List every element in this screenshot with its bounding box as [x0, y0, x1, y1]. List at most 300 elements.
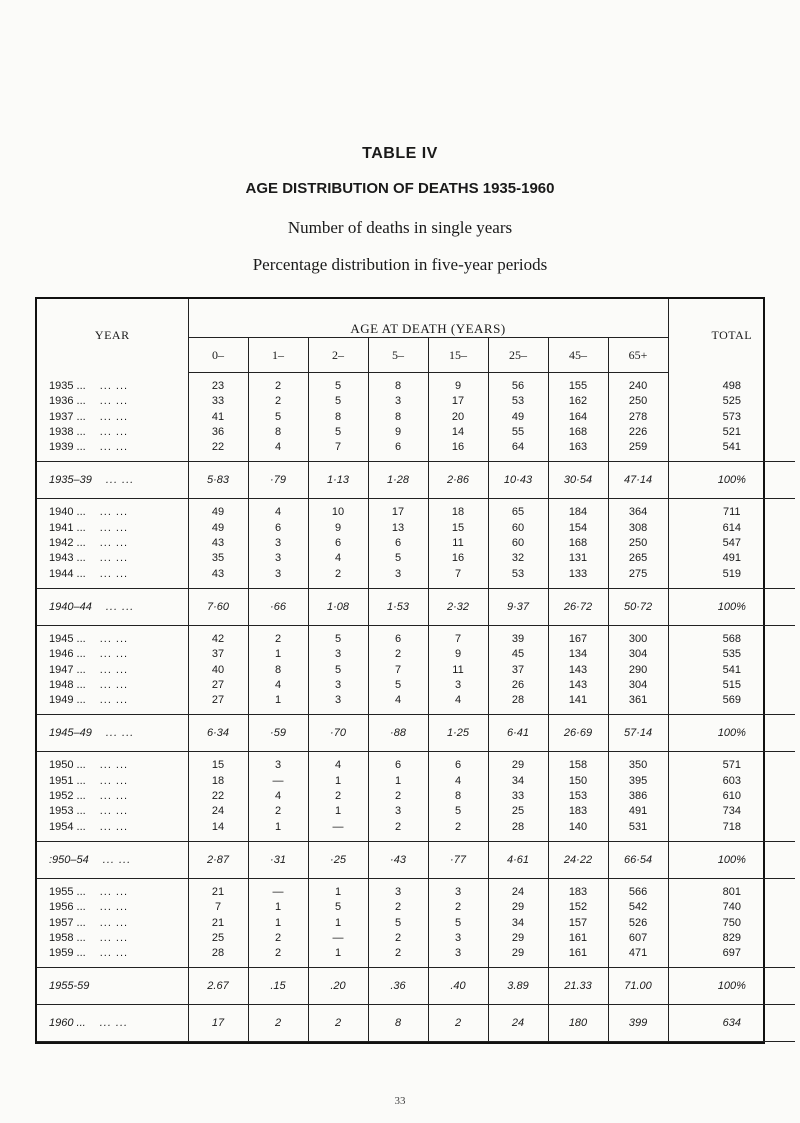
value-cell: 21 — [188, 885, 248, 900]
year-cell — [37, 693, 188, 708]
value-cell: 226 — [608, 425, 668, 440]
value-cell: 41 — [188, 410, 248, 425]
year-cell — [37, 804, 188, 819]
value-cell: 3 — [248, 758, 308, 773]
value-cell: 180 — [548, 1005, 608, 1042]
value-cell: 2 — [248, 931, 308, 946]
value-cell: 4 — [248, 678, 308, 693]
year-row — [37, 379, 795, 394]
value-cell: ·88 — [368, 715, 428, 752]
year-cell — [37, 968, 188, 1005]
value-cell: 5 — [308, 663, 368, 678]
value-cell: 2·86 — [428, 462, 488, 499]
value-cell: 8 — [368, 1005, 428, 1042]
value-cell: 161 — [548, 931, 608, 946]
leader-dots: ... ... — [99, 552, 129, 565]
value-cell: 45 — [488, 647, 548, 662]
age-header-cell: 25– — [488, 338, 548, 373]
page-number: 33 — [394, 1095, 406, 1107]
value-cell: 4 — [248, 440, 308, 455]
value-cell: ·66 — [248, 588, 308, 625]
year-row — [37, 789, 795, 804]
year-row — [37, 804, 795, 819]
value-cell: 5 — [308, 632, 368, 647]
value-cell: 304 — [608, 678, 668, 693]
total-cell: 718 — [668, 820, 795, 835]
year-cell — [37, 394, 188, 409]
year-cell — [37, 425, 188, 440]
year-cell — [37, 758, 188, 773]
value-cell: 29 — [488, 946, 548, 961]
table-title: AGE DISTRIBUTION OF DEATHS 1935-1960 — [245, 180, 555, 197]
leader-dots: ... ... — [99, 521, 129, 534]
value-cell: 32 — [488, 551, 548, 566]
value-cell: 9·37 — [488, 588, 548, 625]
year-row — [37, 663, 795, 678]
value-cell: 4 — [248, 789, 308, 804]
value-cell: 141 — [548, 693, 608, 708]
age-header-cell: 65+ — [608, 338, 668, 373]
year-label: 1949 ... — [49, 694, 86, 707]
year-row — [37, 774, 795, 789]
value-cell: 36 — [188, 425, 248, 440]
value-cell: 1 — [248, 693, 308, 708]
value-cell: 16 — [428, 551, 488, 566]
value-cell: 27 — [188, 693, 248, 708]
value-cell: 491 — [608, 804, 668, 819]
value-cell: 18 — [188, 774, 248, 789]
value-cell: 2 — [368, 900, 428, 915]
value-cell: 28 — [488, 820, 548, 835]
year-label: 1952 ... — [49, 790, 86, 803]
leader-dots: ... ... — [99, 678, 129, 691]
total-cell: 569 — [668, 693, 795, 708]
value-cell: 6·41 — [488, 715, 548, 752]
value-cell: 471 — [608, 946, 668, 961]
year-cell — [37, 916, 188, 931]
value-cell: 60 — [488, 521, 548, 536]
year-label: 1951 ... — [49, 774, 86, 787]
leader-dots: ... ... — [99, 395, 129, 408]
value-cell: 3 — [248, 567, 308, 582]
year-row — [37, 693, 795, 708]
year-row — [37, 632, 795, 647]
value-cell: 9 — [428, 379, 488, 394]
leader-dots: ... ... — [99, 805, 129, 818]
year-cell — [37, 588, 188, 625]
value-cell: .40 — [428, 968, 488, 1005]
value-cell: 386 — [608, 789, 668, 804]
leader-dots: ... ... — [99, 885, 129, 898]
total-cell: 740 — [668, 900, 795, 915]
value-cell: 250 — [608, 536, 668, 551]
total-cell: 100% — [668, 841, 795, 878]
value-cell: 25 — [188, 931, 248, 946]
year-cell — [37, 567, 188, 582]
value-cell: 1 — [308, 885, 368, 900]
value-cell: 143 — [548, 678, 608, 693]
value-cell: 164 — [548, 410, 608, 425]
value-cell: 6 — [368, 632, 428, 647]
value-cell: 17 — [188, 1005, 248, 1042]
value-cell: 5·83 — [188, 462, 248, 499]
leader-dots: ... ... — [99, 916, 129, 929]
value-cell: 6·34 — [188, 715, 248, 752]
total-cell: 100% — [668, 588, 795, 625]
value-cell: 1 — [308, 774, 368, 789]
value-cell: 24 — [488, 1005, 548, 1042]
total-cell: 521 — [668, 425, 795, 440]
value-cell: 152 — [548, 900, 608, 915]
value-cell: 2 — [428, 820, 488, 835]
value-cell: 1 — [248, 820, 308, 835]
total-cell: 515 — [668, 678, 795, 693]
value-cell: 8 — [368, 410, 428, 425]
year-label: 1944 ... — [49, 567, 86, 580]
value-cell: 29 — [488, 931, 548, 946]
value-cell: 5 — [368, 916, 428, 931]
year-label: 1940–44 — [49, 600, 92, 613]
year-row — [37, 647, 795, 662]
value-cell: 10·43 — [488, 462, 548, 499]
value-cell: 3 — [308, 678, 368, 693]
value-cell: 8 — [428, 789, 488, 804]
total-cell: 535 — [668, 647, 795, 662]
value-cell: — — [248, 774, 308, 789]
period-percentage-row — [37, 462, 795, 499]
year-column-header: YEAR — [94, 328, 130, 343]
value-cell: 3 — [428, 885, 488, 900]
year-row — [37, 758, 795, 773]
total-cell: 541 — [668, 440, 795, 455]
value-cell: 2 — [308, 567, 368, 582]
value-cell: 143 — [548, 663, 608, 678]
value-cell: 6 — [368, 536, 428, 551]
year-label: 1955 ... — [49, 885, 86, 898]
value-cell: 1·25 — [428, 715, 488, 752]
value-cell: 25 — [488, 804, 548, 819]
value-cell: 5 — [428, 804, 488, 819]
value-cell: 2 — [248, 804, 308, 819]
total-cell: 100% — [668, 462, 795, 499]
value-cell: 4 — [368, 693, 428, 708]
value-cell: 155 — [548, 379, 608, 394]
value-cell: 1 — [308, 804, 368, 819]
year-cell — [37, 647, 188, 662]
value-cell: ·59 — [248, 715, 308, 752]
year-label: 1954 ... — [49, 820, 86, 833]
total-cell: 750 — [668, 916, 795, 931]
value-cell: 4 — [428, 774, 488, 789]
year-row — [37, 410, 795, 425]
year-cell — [37, 1005, 188, 1042]
value-cell: ·25 — [308, 841, 368, 878]
year-row — [37, 536, 795, 551]
year-label: 1948 ... — [49, 678, 86, 691]
value-cell: 3.89 — [488, 968, 548, 1005]
value-cell: 27 — [188, 678, 248, 693]
value-cell: .20 — [308, 968, 368, 1005]
value-cell: 56 — [488, 379, 548, 394]
year-cell — [37, 678, 188, 693]
leader-dots: ... ... — [99, 567, 129, 580]
year-label: 1938 ... — [49, 425, 86, 438]
value-cell: 3 — [308, 647, 368, 662]
value-cell: 168 — [548, 536, 608, 551]
value-cell: 2 — [368, 820, 428, 835]
value-cell: 275 — [608, 567, 668, 582]
value-cell: 21.33 — [548, 968, 608, 1005]
value-cell: 28 — [488, 693, 548, 708]
value-cell: 184 — [548, 505, 608, 520]
value-cell: 1 — [308, 946, 368, 961]
year-cell — [37, 841, 188, 878]
value-cell: 33 — [488, 789, 548, 804]
value-cell: 22 — [188, 440, 248, 455]
age-header-cell: 2– — [308, 338, 368, 373]
value-cell: 5 — [428, 916, 488, 931]
value-cell: 6 — [308, 536, 368, 551]
leader-dots: ... ... — [99, 820, 129, 833]
value-cell: 265 — [608, 551, 668, 566]
year-row — [37, 440, 795, 455]
value-cell: 30·54 — [548, 462, 608, 499]
leader-dots: ... ... — [105, 474, 135, 487]
value-cell: — — [248, 885, 308, 900]
value-cell: 607 — [608, 931, 668, 946]
total-cell: 571 — [668, 758, 795, 773]
year-label: 1960 ... — [49, 1017, 86, 1030]
total-cell: 801 — [668, 885, 795, 900]
value-cell: 163 — [548, 440, 608, 455]
value-cell: 2 — [368, 789, 428, 804]
leader-dots: ... ... — [99, 1017, 129, 1030]
year-row — [37, 916, 795, 931]
value-cell: 350 — [608, 758, 668, 773]
total-cell: 568 — [668, 632, 795, 647]
total-cell: 634 — [668, 1005, 795, 1042]
value-cell: 21 — [188, 916, 248, 931]
value-cell: 1·08 — [308, 588, 368, 625]
value-cell: 35 — [188, 551, 248, 566]
year-cell — [37, 715, 188, 752]
value-cell: 55 — [488, 425, 548, 440]
value-cell: 49 — [188, 505, 248, 520]
year-label: 1936 ... — [49, 395, 86, 408]
leader-dots: ... ... — [99, 648, 129, 661]
leader-dots: ... ... — [99, 410, 129, 423]
age-header-cell: 0– — [188, 338, 248, 373]
value-cell: 7 — [188, 900, 248, 915]
value-cell: 150 — [548, 774, 608, 789]
total-cell: 547 — [668, 536, 795, 551]
year-label: 1941 ... — [49, 521, 86, 534]
value-cell: 8 — [248, 663, 308, 678]
total-cell: 610 — [668, 789, 795, 804]
year-label: 1935 ... — [49, 380, 86, 392]
value-cell: 5 — [308, 379, 368, 394]
value-cell: 2 — [308, 1005, 368, 1042]
year-cell — [37, 789, 188, 804]
value-cell: 2 — [248, 1005, 308, 1042]
year-label: 1953 ... — [49, 805, 86, 818]
leader-dots: ... ... — [99, 947, 129, 960]
year-label: 1950 ... — [49, 759, 86, 772]
value-cell: 49 — [188, 521, 248, 536]
year-row — [37, 946, 795, 961]
value-cell: 15 — [428, 521, 488, 536]
year-label: 1957 ... — [49, 916, 86, 929]
value-cell: 16 — [428, 440, 488, 455]
value-cell: 33 — [188, 394, 248, 409]
value-cell: 2·32 — [428, 588, 488, 625]
period-percentage-row — [37, 968, 795, 1005]
value-cell: 259 — [608, 440, 668, 455]
total-cell: 829 — [668, 931, 795, 946]
year-row — [37, 820, 795, 835]
total-cell: 711 — [668, 505, 795, 520]
total-cell: 525 — [668, 394, 795, 409]
total-cell: 541 — [668, 663, 795, 678]
year-cell — [37, 820, 188, 835]
value-cell: 399 — [608, 1005, 668, 1042]
value-cell: 11 — [428, 536, 488, 551]
value-cell: 23 — [188, 379, 248, 394]
value-cell: 7·60 — [188, 588, 248, 625]
value-cell: 3 — [248, 536, 308, 551]
year-label: 1940 ... — [49, 506, 86, 519]
leader-dots: ... ... — [99, 663, 129, 676]
year-row — [37, 394, 795, 409]
year-cell — [37, 462, 188, 499]
value-cell: 3 — [248, 551, 308, 566]
year-label: 1946 ... — [49, 648, 86, 661]
value-cell: 10 — [308, 505, 368, 520]
year-cell — [37, 536, 188, 551]
year-row — [37, 521, 795, 536]
value-cell: 29 — [488, 758, 548, 773]
year-label: :950–54 — [49, 853, 89, 866]
year-label: 1945 ... — [49, 632, 86, 645]
age-header-cell: 1– — [248, 338, 308, 373]
value-cell: 153 — [548, 789, 608, 804]
year-row — [37, 425, 795, 440]
leader-dots: ... ... — [105, 600, 135, 613]
value-cell: 34 — [488, 916, 548, 931]
value-cell: 7 — [308, 440, 368, 455]
value-cell: 64 — [488, 440, 548, 455]
value-cell: 53 — [488, 567, 548, 582]
value-cell: 4 — [308, 758, 368, 773]
value-cell: 3 — [428, 931, 488, 946]
leader-dots: ... ... — [99, 632, 129, 645]
total-cell: 491 — [668, 551, 795, 566]
leader-dots: ... ... — [102, 853, 132, 866]
value-cell: 24·22 — [548, 841, 608, 878]
value-cell: 5 — [308, 425, 368, 440]
value-cell: 17 — [368, 505, 428, 520]
year-label: 1935–39 — [49, 474, 92, 487]
total-column-header: TOTAL — [668, 299, 795, 373]
value-cell: 395 — [608, 774, 668, 789]
total-cell: 100% — [668, 968, 795, 1005]
value-cell: 4 — [248, 505, 308, 520]
table-number: TABLE IV — [362, 145, 438, 162]
value-cell: 66·54 — [608, 841, 668, 878]
period-percentage-row — [37, 841, 795, 878]
value-cell: ·43 — [368, 841, 428, 878]
value-cell: 7 — [428, 567, 488, 582]
leader-dots: ... ... — [99, 506, 129, 519]
value-cell: 183 — [548, 885, 608, 900]
total-cell: 573 — [668, 410, 795, 425]
leader-dots: ... ... — [99, 694, 129, 707]
value-cell: 1 — [248, 647, 308, 662]
year-row — [37, 885, 795, 900]
value-cell: 24 — [188, 804, 248, 819]
value-cell: 71.00 — [608, 968, 668, 1005]
value-cell: 140 — [548, 820, 608, 835]
year-label: 1945–49 — [49, 727, 92, 740]
year-label: 1937 ... — [49, 410, 86, 423]
value-cell: 2 — [248, 946, 308, 961]
value-cell: 4 — [428, 693, 488, 708]
value-cell: 60 — [488, 536, 548, 551]
value-cell: 8 — [308, 410, 368, 425]
value-cell: 361 — [608, 693, 668, 708]
year-label: 1958 ... — [49, 931, 86, 944]
subtitle-single-years: Number of deaths in single years — [287, 218, 513, 237]
value-cell: 278 — [608, 410, 668, 425]
value-cell: 2.67 — [188, 968, 248, 1005]
value-cell: 5 — [368, 551, 428, 566]
year-label: 1942 ... — [49, 537, 86, 550]
value-cell: 42 — [188, 632, 248, 647]
value-cell: 37 — [488, 663, 548, 678]
period-percentage-row — [37, 715, 795, 752]
value-cell: 240 — [608, 379, 668, 394]
leader-dots: ... ... — [99, 537, 129, 550]
value-cell: 5 — [368, 678, 428, 693]
value-cell: 3 — [308, 693, 368, 708]
value-cell: 14 — [188, 820, 248, 835]
total-cell: 603 — [668, 774, 795, 789]
year-row — [37, 678, 795, 693]
value-cell: 308 — [608, 521, 668, 536]
year-label: 1956 ... — [49, 901, 86, 914]
year-label: 1939 ... — [49, 441, 86, 454]
value-cell: — — [308, 931, 368, 946]
value-cell: 300 — [608, 632, 668, 647]
total-cell: 734 — [668, 804, 795, 819]
age-header-cell: 5– — [368, 338, 428, 373]
value-cell: 168 — [548, 425, 608, 440]
value-cell: 7 — [368, 663, 428, 678]
value-cell: 7 — [428, 632, 488, 647]
value-cell: ·31 — [248, 841, 308, 878]
value-cell: 8 — [368, 379, 428, 394]
value-cell: 26·69 — [548, 715, 608, 752]
leader-dots: ... ... — [99, 931, 129, 944]
value-cell: 5 — [248, 410, 308, 425]
year-cell — [37, 440, 188, 455]
value-cell: 26 — [488, 678, 548, 693]
value-cell: 1·28 — [368, 462, 428, 499]
year-row — [37, 567, 795, 582]
value-cell: 2 — [368, 647, 428, 662]
value-cell: 161 — [548, 946, 608, 961]
value-cell: ·79 — [248, 462, 308, 499]
